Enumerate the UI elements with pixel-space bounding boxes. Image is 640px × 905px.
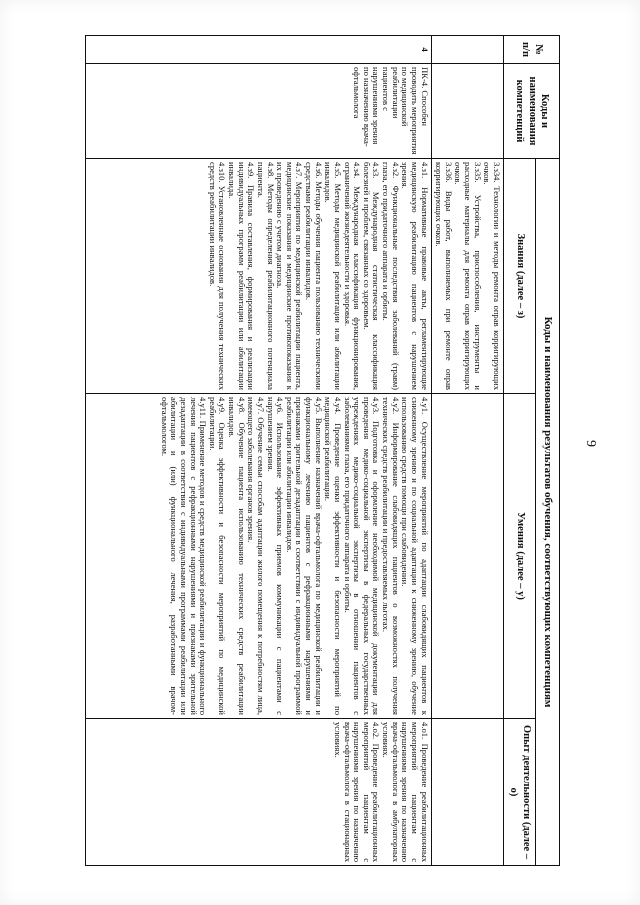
skill-item: 4.у7. Обучение семьи способам адаптации жилого помещения к потребностям лица, имеющего заболевания органов зрения.	[246, 397, 266, 715]
rotated-table-container	[85, 35, 560, 865]
header-competence: Коды и наименования компетенций	[504, 64, 560, 159]
knowledge-cell	[431, 159, 503, 394]
skill-item: 4.у4. Проведение оценки эффективности и безопасности мероприятий по медицинской реабилитации.	[323, 397, 343, 715]
skill-item: 4.у11. Применение методов и средств медицинской реабилитации и функционального лечения пациентов с рефракционными нарушениями и признаками зрительной дезадаптации в соответствии с индивидуальными программами реабилитации или абилитации и (или) функционального лечения, разработанными врачом-офтальмологом.	[159, 397, 209, 715]
experience-item: 4.о2. Проведение реабилитационных мероприятий пациентам с нарушениями зрения по назначению врача-офтальмолога в стационарных условиях.	[333, 722, 382, 863]
skills-cell	[431, 394, 503, 719]
skill-item: 4.у8. Обучение пациента использованию технических средств реабилитации инвалидов.	[227, 397, 247, 715]
competence-text: ПК-4. Способен проводить мероприятия по медицинской реабилитации пациентов с нарушениями зрения по назначению врача-офтальмолога	[352, 67, 430, 155]
row-competence	[86, 64, 432, 159]
knowledge-item: 3.з36. Виды работ, выполняемых при ремонте оправ корригирующих очков.	[434, 162, 454, 390]
knowledge-item: 4.з3. Международная статистическая классификация болезней и проблем, связанных со здоровьем.	[361, 162, 382, 390]
skill-item: 4.у3. Подготовка и оформление необходимой медицинской документации для проведения медико-социальной экспертизы в федеральных государственных учреждениях медико-социальной экспертизы в отношении пациентов с заболеваниями глаза, его придаточного аппарата и орбиты.	[342, 397, 382, 715]
header-knowledge: Знания (далее – з)	[504, 159, 536, 394]
knowledge-item: 4.з2. Функциональные последствия заболеваний (травм) глаза, его придаточного аппарата и орбиты.	[381, 162, 401, 390]
knowledge-item: 4.з7. Мероприятия по медицинской реабилитации пациента, медицинские показания и медицинские противопоказания к их проведению с учетом диагноза.	[275, 162, 305, 390]
skill-item: 4.у2. Информирование слабовидящих пациентов о возможностях получения технических средств реабилитации и предоставляемых льготах.	[381, 397, 401, 715]
knowledge-item: 4.з1. Нормативные правовые акты, регламентирующие медицинскую реабилитацию пациентов с нарушением зрения.	[400, 162, 430, 390]
skill-item: 4.у1. Осуществление мероприятий по адаптации слабовидящих пациентов к сниженному зрению и по социальной адаптации к сниженному зрению, обучение использованию средств помощи при слабовидении.	[400, 397, 430, 715]
experience-cell	[431, 719, 503, 866]
experience-cell	[86, 719, 432, 866]
knowledge-item: 4.з4. Международная классификация функционирования, ограничений жизнедеятельности и здоровья.	[342, 162, 363, 390]
header-results-group: Коды и наименования результатов обучения, соответствующих компетенциям	[536, 159, 560, 866]
knowledge-item: 4.з8. Методы определения реабилитационного потенциала пациента.	[256, 162, 276, 390]
table-row	[86, 36, 432, 866]
knowledge-item: 4.з5. Методы медицинской реабилитации или абилитации инвалидов.	[323, 162, 343, 390]
competence-results-table	[85, 35, 560, 866]
skill-item: 4.у9. Оценка эффективности и безопасности мероприятий по медицинской реабилитации.	[207, 397, 228, 715]
knowledge-item: 4.з9. Правила составления, формирования и реализации индивидуальных программ реабилитации или абилитации инвалида.	[227, 162, 257, 390]
experience-item: 4.о1. Проведение реабилитационных мероприятий пациентам с нарушениями зрения по назначению врача-офтальмолога в амбулаторных условиях.	[381, 722, 430, 863]
skill-item: 4.у5. Выполнение назначений врача-офтальмолога по медицинской реабилитации и функциональному лечению пациентов с рефракционными нарушениями и признаками зрительной дезадаптации в соответствии с индивидуальной программой реабилитации или абилитации инвалидов.	[284, 397, 324, 715]
knowledge-item: 3.з35. Устройства, приспособления, инструменты и расходные материалы для ремонта оправ корригирующих очков.	[453, 162, 483, 390]
row-number	[431, 36, 503, 64]
page-number: 9	[583, 440, 598, 447]
row-competence	[431, 64, 503, 159]
header-skills: Умения (далее – у)	[504, 394, 536, 719]
knowledge-item: 4.з10. Установленные основания для получения технических средств реабилитации инвалидов.	[207, 162, 228, 390]
header-experience: Опыт деятельности (далее – о)	[504, 719, 536, 866]
skills-cell	[86, 394, 432, 719]
knowledge-item: 3.з34. Технологии и методы ремонта оправ корригирующих очков.	[482, 162, 502, 390]
table-row	[431, 36, 503, 866]
row-number: 4	[86, 36, 432, 64]
knowledge-item: 4.з6. Методы обучения пациента пользованию техническими средствами реабилитации инвалидов.	[304, 162, 324, 390]
skill-item: 4.у6. Использование эффективных приемов коммуникации с пациентами с нарушением зрения.	[265, 397, 286, 715]
header-number: № п/п	[504, 36, 560, 64]
knowledge-cell	[86, 159, 432, 394]
